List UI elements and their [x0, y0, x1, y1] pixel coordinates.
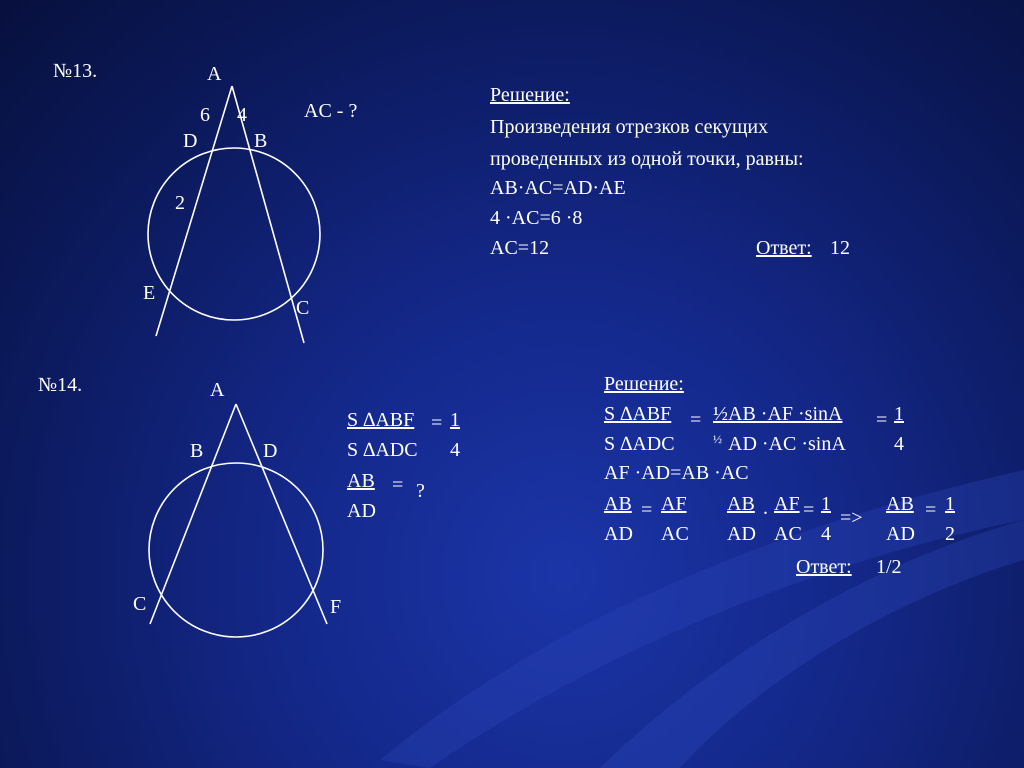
problem14-f7-den: 2	[945, 523, 955, 545]
problem14-r1-val-num: 1	[894, 403, 904, 425]
problem14-f6-num: AB	[886, 493, 914, 515]
problem14-f1-num: AB	[604, 493, 632, 515]
problem14-f6-den: AD	[886, 523, 915, 545]
problem14-point-b: B	[190, 440, 204, 462]
problem14-f1-eq: =	[641, 499, 653, 521]
problem14-solution-heading: Решение:	[604, 373, 684, 395]
problem14-f4-eq: =	[803, 499, 815, 521]
problem14-secant-ac	[150, 404, 236, 624]
problem14-r1-eq2: =	[876, 409, 888, 431]
problem14-r1-left-num: S ∆ABF	[604, 403, 672, 425]
problem14-solution-line3: AF ·AD=AB ·AC	[604, 462, 749, 484]
problem14-r1-mid-num: ½AB ·AF ·sinA	[713, 403, 843, 425]
problem14-dot: .	[763, 497, 768, 519]
problem14-r1-mid-den: AD ·AC ·sinA	[728, 433, 846, 455]
problem14-f3-den: AD	[727, 523, 756, 545]
problem13-solution-line5: AC=12	[490, 237, 550, 259]
problem14-f4-num: AF	[774, 493, 800, 515]
problem13-point-b: B	[254, 130, 268, 152]
problem14-find-eq: =	[392, 474, 404, 496]
problem14-given-val-den: 4	[450, 439, 460, 461]
problem13-solution-line2: проведенных из одной точки, равны:	[490, 148, 804, 170]
problem14-f6-eq: =	[925, 499, 937, 521]
problem14-given-val-num: 1	[450, 409, 460, 431]
problem13-solution-line1: Произведения отрезков секущих	[490, 116, 769, 138]
problem14-f5-den: 4	[821, 523, 831, 545]
problem14-given-ratio-num: S ∆ABF	[347, 409, 415, 431]
problem14-point-f: F	[330, 596, 342, 618]
problem14-r1-mid-den-half: ½	[713, 432, 722, 446]
problem13-point-a: A	[207, 63, 222, 85]
problem14-f2-den: AC	[661, 523, 689, 545]
problem14-answer-value: 1/2	[876, 556, 902, 578]
problem14-find-den: AD	[347, 500, 376, 522]
problem13-point-e: E	[143, 282, 156, 304]
problem13-answer-value: 12	[830, 237, 850, 259]
problem14-f2-num: AF	[661, 493, 687, 515]
problem14-f7-num: 1	[945, 493, 955, 515]
problem14-f3-num: AB	[727, 493, 755, 515]
problem14-point-d: D	[263, 440, 278, 462]
problem13-question: AC - ?	[304, 100, 358, 122]
problem14-number: №14.	[38, 374, 83, 396]
problem14-r1-left-den: S ∆ADC	[604, 433, 675, 455]
problem13-solution-line4: 4 ·AC=6 ·8	[490, 207, 583, 229]
problem14-given-eq: =	[431, 412, 443, 434]
problem14-f1-den: AD	[604, 523, 633, 545]
problem14-r1-eq: =	[690, 409, 702, 431]
problem13-point-d: D	[183, 130, 198, 152]
problem14-point-a: A	[210, 379, 225, 401]
problem13-solution-line3: AB·AC=AD·AE	[490, 177, 626, 199]
problem14-f4-den: AC	[774, 523, 802, 545]
problem13-segment-ab: 4	[237, 104, 247, 126]
problem14-f5-num: 1	[821, 493, 831, 515]
problem13-point-c: C	[296, 297, 310, 319]
problem14-r1-val-den: 4	[894, 433, 904, 455]
problem13-answer-label: Ответ:	[756, 237, 812, 259]
problem14-point-c: C	[133, 593, 147, 615]
problem14-implies: =>	[840, 507, 863, 529]
problem13-number: №13.	[53, 60, 98, 82]
problem14-secant-af	[236, 404, 327, 624]
problem13-segment-ad: 6	[200, 104, 210, 126]
problem14-find-num: AB	[347, 470, 375, 492]
problem13-segment-de: 2	[175, 192, 185, 214]
problem14-find-question: ?	[416, 480, 425, 502]
problem14-given-ratio-den: S ∆ADC	[347, 439, 418, 461]
problem13-solution-heading: Решение:	[490, 84, 570, 106]
problem14-answer-label: Ответ:	[796, 556, 852, 578]
